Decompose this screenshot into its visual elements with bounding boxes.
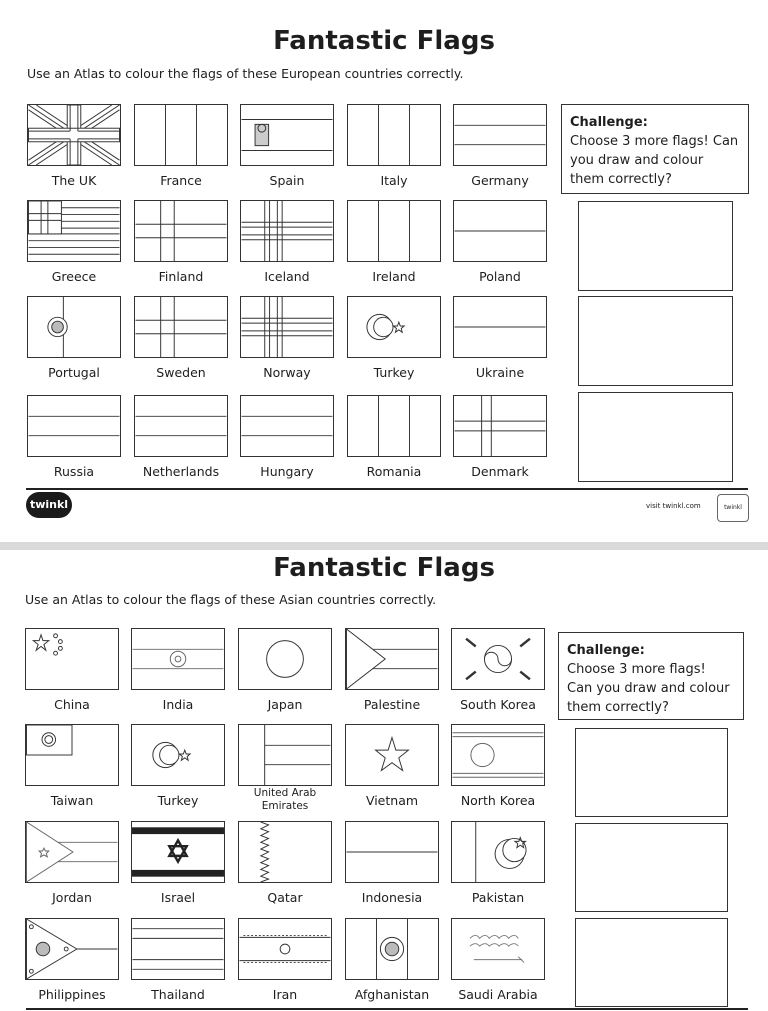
hungary-flag (240, 395, 334, 457)
russia-flag (27, 395, 121, 457)
north-korea-flag (451, 724, 545, 786)
ukraine-flag (453, 296, 547, 358)
challenge-box (561, 104, 749, 194)
asia-worksheet (0, 550, 768, 1011)
country-name: Taiwan (50, 793, 94, 808)
country-name: Romania (366, 464, 422, 479)
flag-card-uk (26, 104, 122, 188)
thailand-flag (131, 918, 225, 980)
country-name: Italy (380, 173, 408, 188)
flag-card-spain (239, 104, 335, 188)
flag-card-palestine (344, 628, 440, 712)
flag-card-thailand (130, 918, 226, 1002)
flag-card-taiwan (24, 724, 120, 808)
flag-card-philippines (24, 918, 120, 1002)
flag-card-sweden (133, 296, 229, 380)
germany-flag (453, 104, 547, 166)
country-name: Jordan (52, 890, 92, 905)
country-name: France (160, 173, 202, 188)
india-flag (131, 628, 225, 690)
flag-card-vietnam (344, 724, 440, 808)
page-title: Fantastic Flags (273, 26, 495, 56)
country-name: China (54, 697, 90, 712)
draw-box-3[interactable] (578, 392, 733, 482)
italy-flag (347, 104, 441, 166)
flag-card-ukraine (452, 296, 548, 380)
pakistan-flag (451, 821, 545, 883)
taiwan-flag (25, 724, 119, 786)
country-name: Saudi Arabia (458, 987, 538, 1002)
flag-card-north-korea (450, 724, 546, 808)
country-name: Poland (479, 269, 521, 284)
flag-card-portugal (26, 296, 122, 380)
israel-flag (131, 821, 225, 883)
ireland-flag (347, 200, 441, 262)
country-name: Vietnam (365, 793, 419, 808)
challenge-text: Choose 3 more flags! Can you draw and colour them correctly? (567, 662, 730, 715)
visit-link: visit twinkl.com (646, 502, 701, 510)
greece-flag (27, 200, 121, 262)
instructions: Use an Atlas to colour the flags of these Asian countries correctly. (25, 592, 437, 607)
country-name: Ukraine (475, 365, 525, 380)
flag-card-qatar (237, 821, 333, 905)
flag-card-netherlands (133, 395, 229, 479)
twinkl-badge: twinkl (717, 494, 749, 522)
flag-card-hungary (239, 395, 335, 479)
country-name: Ireland (372, 269, 416, 284)
flag-card-saudi-arabia (450, 918, 546, 1002)
country-name: Indonesia (361, 890, 423, 905)
country-name: North Korea (460, 793, 536, 808)
flag-card-greece (26, 200, 122, 284)
country-name: Japan (267, 697, 303, 712)
country-name: Portugal (48, 365, 100, 380)
country-name: Iran (272, 987, 298, 1002)
jordan-flag (25, 821, 119, 883)
norway-flag (240, 296, 334, 358)
flag-card-turkey (346, 296, 442, 380)
indonesia-flag (345, 821, 439, 883)
draw-box-2[interactable] (575, 823, 728, 912)
draw-box-1[interactable] (575, 728, 728, 817)
country-name: United Arab Emirates (253, 787, 317, 812)
flag-card-china (24, 628, 120, 712)
turkey-flag (347, 296, 441, 358)
country-name: Pakistan (471, 890, 525, 905)
challenge-title: Challenge: (570, 115, 648, 130)
flag-card-italy (346, 104, 442, 188)
flag-card-indonesia (344, 821, 440, 905)
draw-box-2[interactable] (578, 296, 733, 386)
country-name: Russia (53, 464, 95, 479)
country-name: Spain (269, 173, 305, 188)
flag-card-russia (26, 395, 122, 479)
uk-flag (27, 104, 121, 166)
country-name: Germany (471, 173, 529, 188)
country-name: South Korea (460, 697, 536, 712)
flag-card-poland (452, 200, 548, 284)
flag-card-south-korea (450, 628, 546, 712)
country-name: Israel (160, 890, 196, 905)
country-name: Sweden (156, 365, 206, 380)
country-name: Iceland (264, 269, 310, 284)
uae-flag (238, 724, 332, 786)
footer-divider (26, 488, 748, 490)
challenge-title: Challenge: (567, 643, 645, 658)
flag-card-pakistan (450, 821, 546, 905)
flag-card-germany (452, 104, 548, 188)
flag-card-iran (237, 918, 333, 1002)
flag-card-france (133, 104, 229, 188)
country-name: Turkey (157, 793, 199, 808)
flag-card-iceland (239, 200, 335, 284)
portugal-flag (27, 296, 121, 358)
flag-card-uae (237, 724, 333, 813)
country-name: Norway (263, 365, 311, 380)
iran-flag (238, 918, 332, 980)
flag-card-turkey-asia (130, 724, 226, 808)
flag-card-jordan (24, 821, 120, 905)
palestine-flag (345, 628, 439, 690)
philippines-flag (25, 918, 119, 980)
iceland-flag (240, 200, 334, 262)
romania-flag (347, 395, 441, 457)
country-name: Netherlands (142, 464, 220, 479)
country-name: Palestine (363, 697, 421, 712)
flag-card-israel (130, 821, 226, 905)
qatar-flag (238, 821, 332, 883)
flag-card-ireland (346, 200, 442, 284)
flag-card-india (130, 628, 226, 712)
afghanistan-flag (345, 918, 439, 980)
draw-box-1[interactable] (578, 201, 733, 291)
china-flag (25, 628, 119, 690)
twinkl-logo: twinkl (26, 492, 72, 518)
country-name: India (162, 697, 194, 712)
flag-card-finland (133, 200, 229, 284)
vietnam-flag (345, 724, 439, 786)
country-name: Turkey (373, 365, 415, 380)
netherlands-flag (134, 395, 228, 457)
spain-flag (240, 104, 334, 166)
flag-card-afghanistan (344, 918, 440, 1002)
flag-card-romania (346, 395, 442, 479)
flag-card-denmark (452, 395, 548, 479)
flag-card-norway (239, 296, 335, 380)
sweden-flag (134, 296, 228, 358)
france-flag (134, 104, 228, 166)
japan-flag (238, 628, 332, 690)
challenge-text: Choose 3 more flags! Can you draw and colour them correctly? (570, 134, 739, 187)
country-name: The UK (51, 173, 97, 188)
country-name: Afghanistan (354, 987, 430, 1002)
country-name: Greece (51, 269, 97, 284)
country-name: Finland (158, 269, 204, 284)
flag-card-japan (237, 628, 333, 712)
poland-flag (453, 200, 547, 262)
denmark-flag (453, 395, 547, 457)
instructions: Use an Atlas to colour the flags of these European countries correctly. (27, 66, 464, 81)
draw-box-3[interactable] (575, 918, 728, 1007)
turkey-flag (131, 724, 225, 786)
country-name: Denmark (471, 464, 529, 479)
country-name: Philippines (38, 987, 106, 1002)
country-name: Qatar (267, 890, 303, 905)
country-name: Thailand (151, 987, 205, 1002)
finland-flag (134, 200, 228, 262)
challenge-box (558, 632, 744, 720)
saudi-arabia-flag (451, 918, 545, 980)
south-korea-flag (451, 628, 545, 690)
country-name: Hungary (260, 464, 314, 479)
footer-divider (26, 1008, 748, 1010)
page-title: Fantastic Flags (273, 553, 495, 583)
